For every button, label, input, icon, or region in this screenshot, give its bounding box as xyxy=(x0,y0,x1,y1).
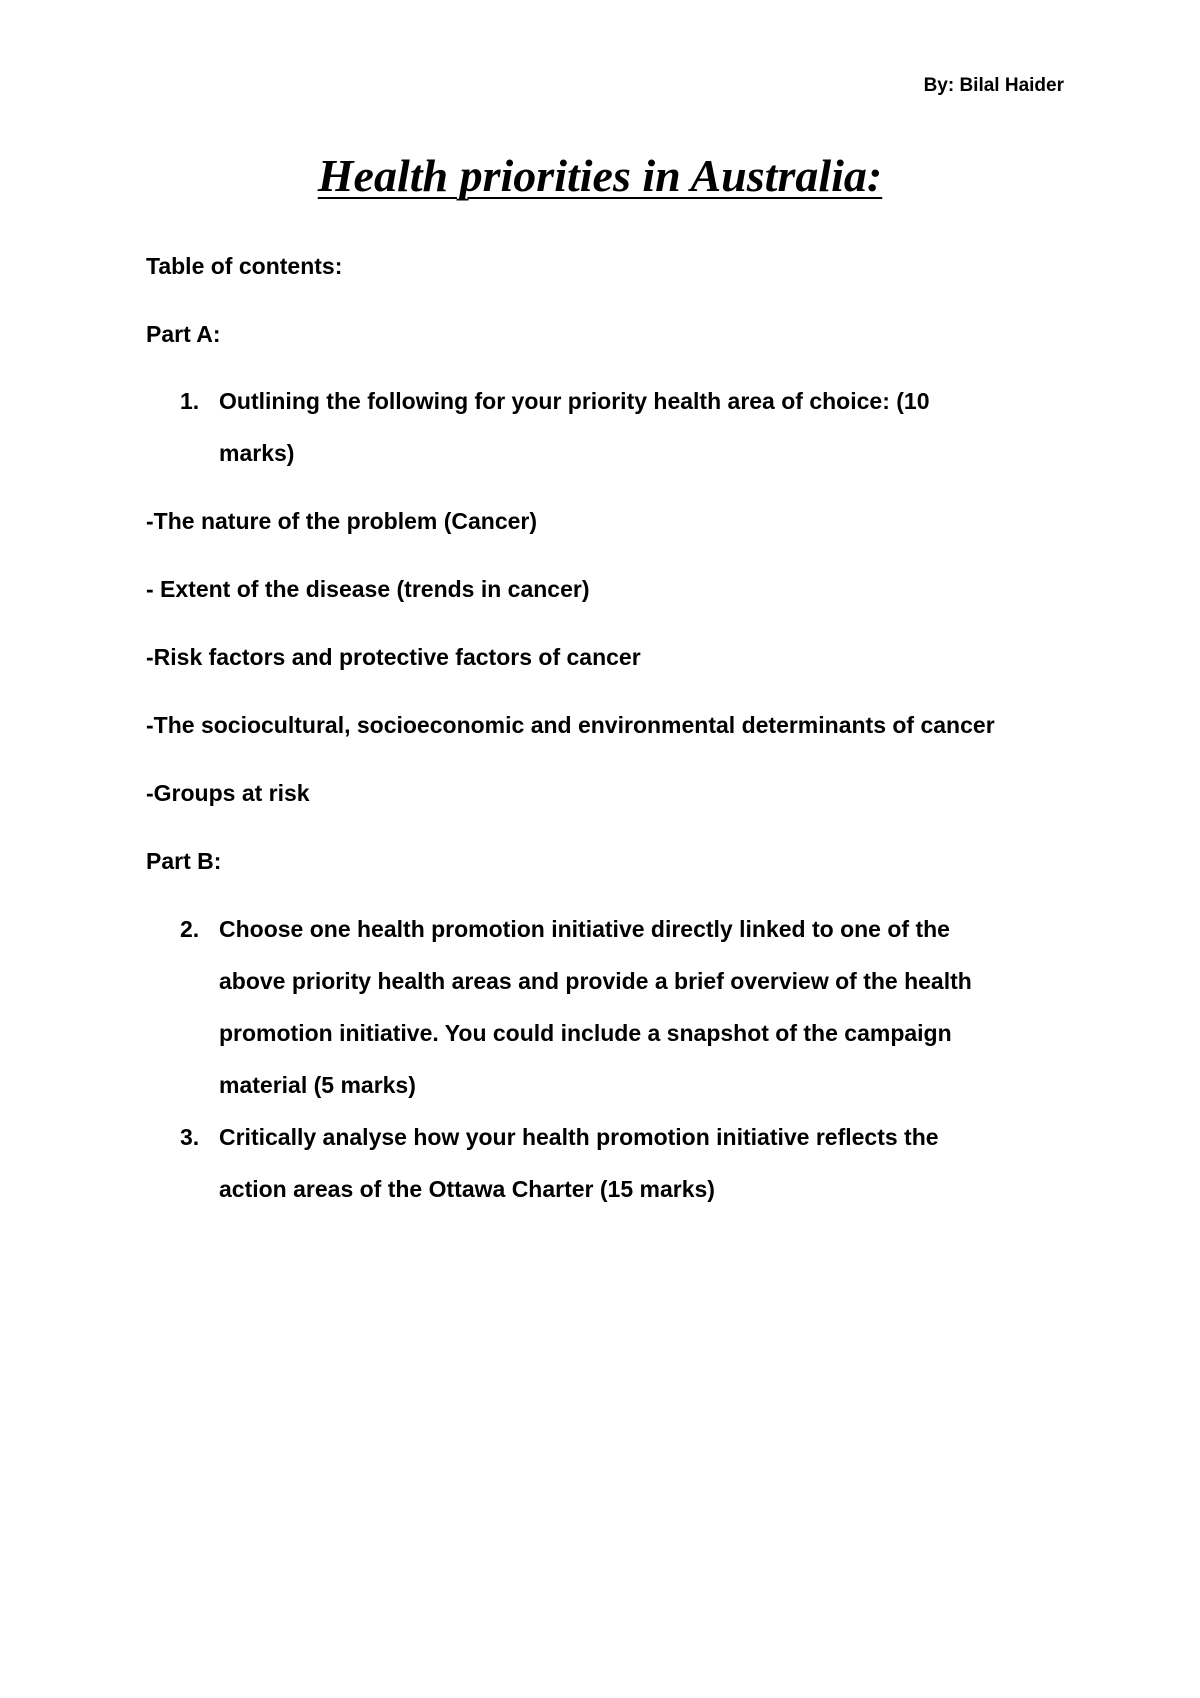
item-2-number: 2. xyxy=(180,916,200,942)
author-name: By: Bilal Haider xyxy=(923,75,1064,96)
part-b-heading: Part B: xyxy=(146,848,222,874)
item-2-line-4: material (5 marks) xyxy=(219,1072,416,1098)
item-3-line-1: Critically analyse how your health promotion initiative reflects the xyxy=(219,1124,939,1150)
item-2-line-1: Choose one health promotion initiative directly linked to one of the xyxy=(219,916,950,942)
document-title: Health priorities in Australia: xyxy=(317,150,883,201)
bullet-risk-factors: -Risk factors and protective factors of cancer xyxy=(146,644,641,670)
item-1-line-1: Outlining the following for your priority health area of choice: (10 xyxy=(219,388,930,414)
item-1-number: 1. xyxy=(180,388,200,414)
part-a-heading: Part A: xyxy=(146,321,221,347)
item-1-line-2: marks) xyxy=(219,440,295,466)
bullet-groups-at-risk: -Groups at risk xyxy=(146,780,310,806)
bullet-determinants: -The sociocultural, socioeconomic and environmental determinants of cancer xyxy=(146,712,995,738)
bullet-extent-of-disease: - Extent of the disease (trends in cancer) xyxy=(146,576,590,602)
toc-heading: Table of contents: xyxy=(146,253,343,279)
item-2-line-2: above priority health areas and provide a brief overview of the health xyxy=(219,968,972,994)
item-2-line-3: promotion initiative. You could include a snapshot of the campaign xyxy=(219,1020,952,1046)
item-3-line-2: action areas of the Ottawa Charter (15 marks) xyxy=(219,1176,715,1202)
item-3-number: 3. xyxy=(180,1124,200,1150)
bullet-nature-of-problem: -The nature of the problem (Cancer) xyxy=(146,508,538,534)
